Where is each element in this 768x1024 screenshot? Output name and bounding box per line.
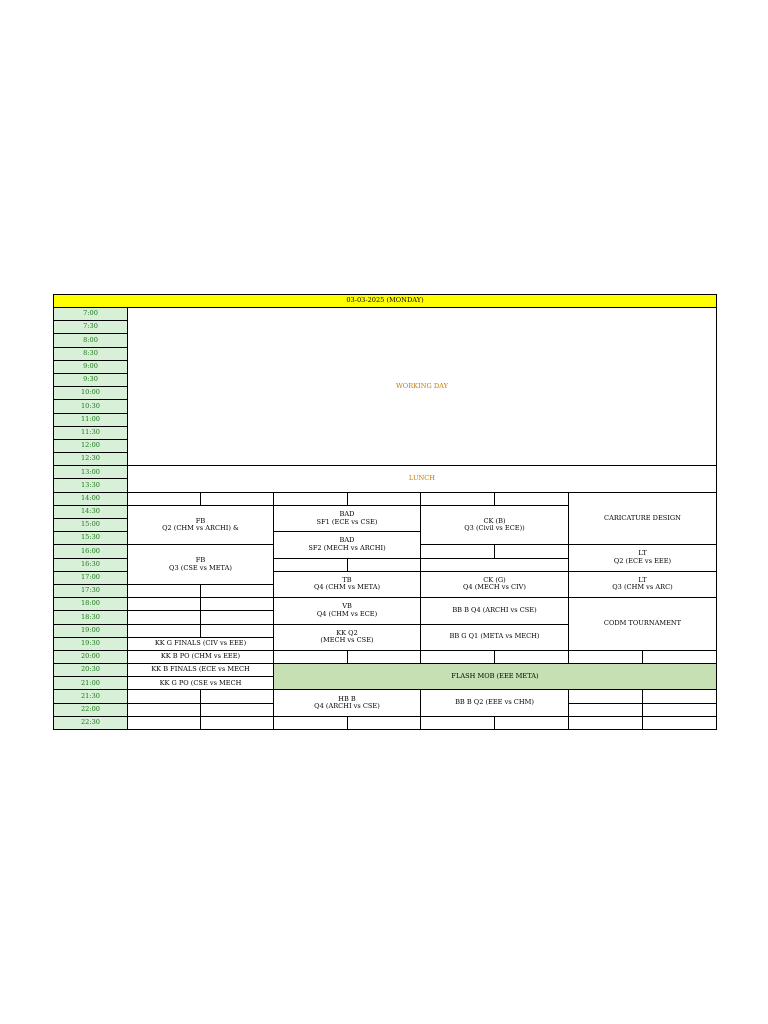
working-day-block: WORKING DAY (128, 308, 717, 466)
time-cell: 11:00 (54, 413, 128, 426)
bb-b-q2-block: BB B Q2 (EEE vs CHM) (421, 690, 569, 716)
empty-cell (495, 545, 569, 558)
empty-cell (128, 624, 201, 637)
empty-cell (128, 598, 201, 611)
kk-b-po-block: KK B PO (CHM vs EEE) (128, 650, 274, 663)
schedule-table (53, 294, 717, 730)
empty-cell (274, 716, 348, 729)
flash-mob-block: FLASH MOB (EEE META) (274, 664, 717, 690)
vb-block: VB Q4 (CHM vs ECE) (274, 598, 421, 624)
time-cell: 18:00 (54, 598, 128, 611)
empty-cell (274, 650, 348, 663)
empty-cell (348, 558, 421, 571)
kk-b-finals-block: KK B FINALS (ECE vs MECH (128, 664, 274, 677)
time-cell: 11:30 (54, 426, 128, 439)
time-cell: 7:00 (54, 308, 128, 321)
fb-q2-block: FB Q2 (CHM vs ARCHI) & (128, 505, 274, 545)
time-cell: 17:00 (54, 571, 128, 584)
empty-cell (569, 716, 643, 729)
time-cell: 9:30 (54, 373, 128, 386)
empty-cell (643, 690, 717, 703)
kk-g-finals-block: KK G FINALS (CIV vs EEE) (128, 637, 274, 650)
time-cell: 20:30 (54, 664, 128, 677)
empty-cell (643, 650, 717, 663)
bb-g-q1-block: BB G Q1 (META vs MECH) (421, 624, 569, 650)
time-cell: 12:00 (54, 439, 128, 452)
empty-cell (128, 492, 201, 505)
time-cell: 13:30 (54, 479, 128, 492)
empty-cell (274, 558, 348, 571)
time-cell: 15:30 (54, 532, 128, 545)
time-cell: 16:30 (54, 558, 128, 571)
empty-cell (201, 703, 274, 716)
ck-b-block: CK (B) Q3 (Civil vs ECE)) (421, 505, 569, 545)
time-cell: 9:00 (54, 360, 128, 373)
empty-cell (643, 703, 717, 716)
codm-tournament-block: CODM TOURNAMENT (569, 598, 717, 651)
time-cell: 12:30 (54, 453, 128, 466)
empty-cell (201, 611, 274, 624)
lunch-block: LUNCH (128, 466, 717, 492)
empty-cell (421, 716, 495, 729)
kk-g-po-block: KK G PO (CSE vs MECH (128, 677, 274, 690)
empty-cell (201, 716, 274, 729)
empty-cell (128, 703, 201, 716)
empty-cell (569, 690, 643, 703)
empty-cell (201, 584, 274, 597)
time-cell: 8:00 (54, 334, 128, 347)
fb-q3-block: FB Q3 (CSE vs META) (128, 545, 274, 585)
ck-g-block: CK (G) Q4 (MECH vs CIV) (421, 571, 569, 597)
empty-cell (421, 650, 495, 663)
tb-block: TB Q4 (CHM vs META) (274, 571, 421, 597)
empty-cell (201, 624, 274, 637)
empty-cell (201, 690, 274, 703)
time-cell: 8:30 (54, 347, 128, 360)
empty-cell (421, 492, 495, 505)
time-cell: 10:00 (54, 387, 128, 400)
empty-cell (495, 716, 569, 729)
empty-cell (569, 650, 643, 663)
time-cell: 15:00 (54, 519, 128, 532)
time-cell: 17:30 (54, 584, 128, 597)
empty-cell (128, 690, 201, 703)
empty-cell (348, 716, 421, 729)
empty-cell (128, 716, 201, 729)
bb-b-q4-block: BB B Q4 (ARCHI vs CSE) (421, 598, 569, 624)
caricature-design-block: CARICATURE DESIGN (569, 492, 717, 545)
empty-cell (201, 598, 274, 611)
time-cell: 20:00 (54, 650, 128, 663)
bad-sf1-block: BAD SF1 (ECE vs CSE) (274, 505, 421, 531)
time-cell: 7:30 (54, 321, 128, 334)
empty-cell (128, 611, 201, 624)
empty-cell (201, 492, 274, 505)
time-cell: 21:00 (54, 677, 128, 690)
time-cell: 22:00 (54, 703, 128, 716)
empty-cell (348, 650, 421, 663)
empty-cell (643, 716, 717, 729)
time-cell: 21:30 (54, 690, 128, 703)
hb-b-block: HB B Q4 (ARCHI vs CSE) (274, 690, 421, 716)
empty-cell (348, 492, 421, 505)
empty-cell (495, 492, 569, 505)
empty-cell (128, 584, 201, 597)
lt-q3-block: LT Q3 (CHM vs ARC) (569, 571, 717, 597)
time-cell: 19:30 (54, 637, 128, 650)
kk-q2-block: KK Q2 (MECH vs CSE) (274, 624, 421, 650)
time-cell: 13:00 (54, 466, 128, 479)
time-cell: 16:00 (54, 545, 128, 558)
time-cell: 22:30 (54, 716, 128, 729)
empty-cell (274, 492, 348, 505)
time-cell: 10:30 (54, 400, 128, 413)
bad-sf2-block: BAD SF2 (MECH vs ARCHI) (274, 532, 421, 558)
time-cell: 14:00 (54, 492, 128, 505)
date-header: 03-03-2025 (MONDAY) (54, 295, 717, 308)
empty-cell (569, 703, 643, 716)
empty-cell (421, 545, 495, 558)
empty-cell (495, 650, 569, 663)
time-cell: 19:00 (54, 624, 128, 637)
time-cell: 18:30 (54, 611, 128, 624)
time-cell: 14:30 (54, 505, 128, 518)
lt-q2-block: LT Q2 (ECE vs EEE) (569, 545, 717, 571)
